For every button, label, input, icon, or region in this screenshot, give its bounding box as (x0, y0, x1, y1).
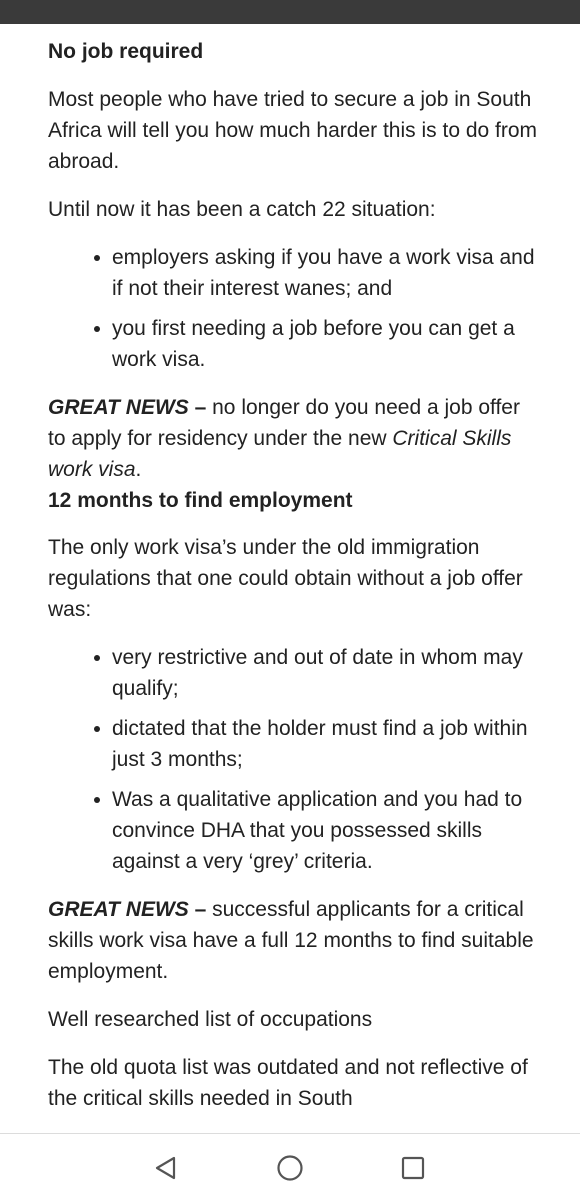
great-news-label: GREAT NEWS (48, 898, 189, 921)
back-triangle-icon (153, 1155, 179, 1181)
list-item: you first needing a job before you can get a work visa. (112, 313, 538, 375)
paragraph-occupations-heading: Well researched list of occupations (48, 1008, 373, 1031)
catch-22-list (48, 242, 538, 375)
list-item: Was a qualitative application and you had to convince DHA that you possessed skills against a very ‘grey’ criteria. (112, 784, 538, 877)
list-item: employers asking if you have a work visa and if not their interest wanes; and (112, 242, 538, 304)
critical-skills-visa-text: Critical Skills work visa (48, 427, 512, 481)
great-news-paragraph-1 (48, 392, 538, 485)
great-news-dash: – (188, 898, 207, 921)
paragraph-intro: Most people who have tried to secure a job in South Africa will tell you how much harder this is to do from abroad. (48, 88, 538, 173)
recent-apps-button[interactable] (391, 1148, 435, 1188)
great-news-text: no longer do you need a job offer to apply for residency under the new (48, 396, 520, 450)
great-news-dash: – (188, 396, 207, 419)
section-heading-12-months: 12 months to find employment (48, 489, 353, 512)
back-button[interactable] (144, 1148, 188, 1188)
list-item: very restrictive and out of date in whom may qualify; (112, 642, 538, 704)
paragraph-quota-list: The old quota list was outdated and not reflective of the critical skills needed in South (48, 1056, 528, 1110)
navigation-bar (0, 1133, 580, 1201)
great-news-end: . (135, 458, 142, 481)
old-visa-list (48, 642, 538, 877)
great-news-label: GREAT NEWS (48, 396, 189, 419)
section-heading-no-job: No job required (48, 40, 204, 63)
list-item: dictated that the holder must find a job within just 3 months; (112, 713, 538, 775)
great-news-text: successful applicants for a critical skills work visa have a full 12 months to find suitable employment. (48, 898, 534, 983)
paragraph-catch-22: Until now it has been a catch 22 situation: (48, 198, 436, 221)
paragraph-old-visa: The only work visa’s under the old immigration regulations that one could obtain without a job offer was: (48, 536, 523, 621)
home-button[interactable] (268, 1148, 312, 1188)
great-news-paragraph-2 (48, 894, 538, 987)
recent-apps-square-icon (401, 1156, 425, 1180)
article-content (48, 36, 538, 1131)
home-circle-icon (276, 1154, 304, 1182)
status-bar (0, 0, 580, 24)
